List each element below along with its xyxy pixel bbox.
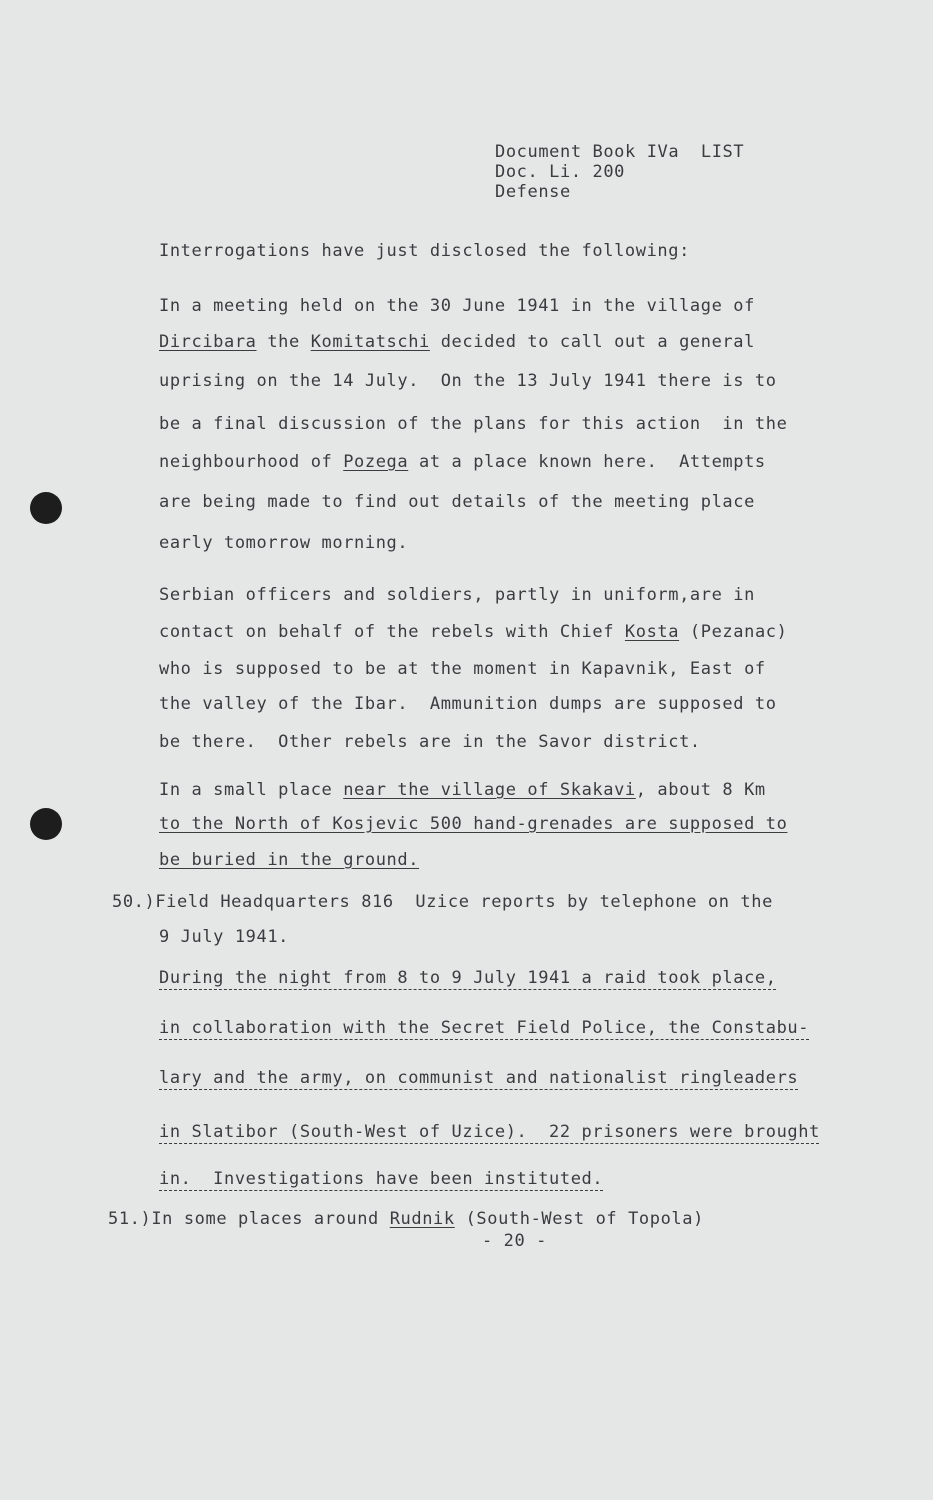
punch-hole-top: [30, 492, 62, 524]
item50-line-5: lary and the army, on communist and nationalist ringleaders: [159, 1068, 799, 1088]
p1-line-6: are being made to find out details of the meeting place: [159, 492, 755, 512]
p1-line-5-text-b: at a place known here. Attempts: [408, 452, 766, 472]
p1-line-5: [159, 452, 766, 472]
p3-line-1: [159, 780, 766, 800]
item50-line-1: 50.)Field Headquarters 816 Uzice reports by telephone on the: [112, 892, 773, 912]
p1-line-5-text-a: neighbourhood of: [159, 452, 344, 472]
header-line-2: Doc. Li. 200: [495, 162, 626, 182]
p1-line-1: In a meeting held on the 30 June 1941 in the village of: [159, 296, 755, 316]
page-number: - 20 -: [482, 1231, 548, 1251]
p1-line-2: [159, 332, 755, 352]
p2-line-2-text-b: (Pezanac): [679, 622, 788, 642]
p1-line-7: early tomorrow morning.: [159, 533, 409, 553]
punch-hole-bottom: [30, 808, 62, 840]
place-pozega: Pozega: [343, 452, 409, 472]
item50-line-3: During the night from 8 to 9 July 1941 a raid took place,: [159, 968, 777, 988]
p1-line-3: uprising on the 14 July. On the 13 July 1941 there is to: [159, 371, 777, 391]
p3-line-3: be buried in the ground.: [159, 850, 420, 870]
p2-line-2: [159, 622, 787, 642]
p1-line-4: be a final discussion of the plans for this action in the: [159, 414, 788, 434]
p3-line-1-text-b: , about 8 Km: [635, 780, 766, 800]
item50-line-4: in collaboration with the Secret Field Police, the Constabu-: [159, 1018, 810, 1038]
item50-line-6: in Slatibor (South-West of Uzice). 22 prisoners were brought: [159, 1122, 820, 1142]
item50-line-2: 9 July 1941.: [159, 927, 290, 947]
item51-text-a: 51.)In some places around: [108, 1209, 390, 1229]
p2-line-4: the valley of the Ibar. Ammunition dumps are supposed to: [159, 694, 777, 714]
p2-line-3: who is supposed to be at the moment in Kapavnik, East of: [159, 659, 766, 679]
p1-line-2-text-b: decided to call out a general: [429, 332, 755, 352]
intro-line: Interrogations have just disclosed the following:: [159, 241, 690, 261]
p2-line-1: Serbian officers and soldiers, partly in uniform,are in: [159, 585, 755, 605]
place-rudnik: Rudnik: [389, 1209, 455, 1229]
person-kosta: Kosta: [624, 622, 680, 642]
item51-text-b: (South-West of Topola): [454, 1209, 704, 1229]
place-dircibara: Dircibara: [159, 332, 257, 352]
header-line-3: Defense: [495, 182, 571, 202]
term-komitatschi: Komitatschi: [310, 332, 430, 352]
p2-line-2-text-a: contact on behalf of the rebels with Chief: [159, 622, 625, 642]
p3-line-1-text-a: In a small place: [159, 780, 344, 800]
p1-line-2-text-a: the: [256, 332, 311, 352]
p3-line-2: to the North of Kosjevic 500 hand-grenades are supposed to: [159, 814, 788, 834]
header-line-1: Document Book IVa LIST: [495, 142, 745, 162]
p2-line-5: be there. Other rebels are in the Savor district.: [159, 732, 701, 752]
item50-line-7: in. Investigations have been instituted.: [159, 1169, 604, 1189]
item51-line-1: [108, 1209, 704, 1229]
underlined-skakavi: near the village of Skakavi: [343, 780, 636, 800]
